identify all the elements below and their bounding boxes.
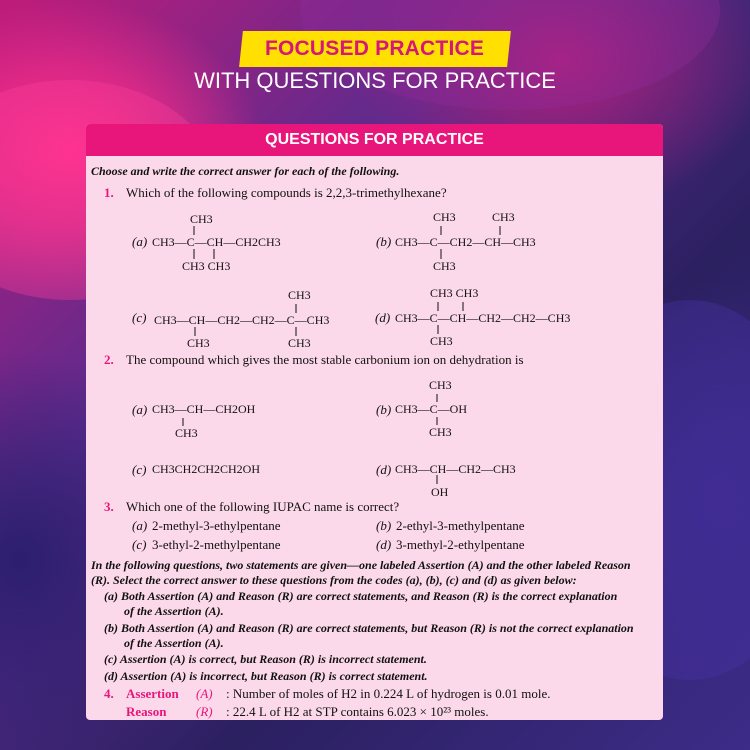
instruction: Choose and write the correct answer for each of the following. xyxy=(91,164,400,178)
banner-text: FOCUSED PRACTICE xyxy=(265,37,485,60)
panel-title: QUESTIONS FOR PRACTICE xyxy=(86,124,663,156)
option-label: (b) xyxy=(376,402,392,417)
option-label: (d) xyxy=(375,310,391,325)
option-label: (b) xyxy=(376,518,392,533)
option-label: (c) xyxy=(132,462,147,477)
ar-code: of the Assertion (A). xyxy=(124,636,224,650)
question-text: Which of the following compounds is 2,2,3-trimethylhexane? xyxy=(126,185,447,200)
focused-practice-banner xyxy=(239,31,511,67)
structure-top: CH3 xyxy=(492,210,515,224)
assertion-letter: (A) xyxy=(196,686,213,701)
structure-bottom: CH3 xyxy=(187,336,210,350)
option-text: 3-ethyl-2-methylpentane xyxy=(152,537,281,552)
subtitle: WITH QUESTIONS FOR PRACTICE xyxy=(194,68,556,93)
structure-top: CH3 xyxy=(429,378,452,392)
ar-code: (b) Both Assertion (A) and Reason (R) are correct statements, but Reason (R) is not the correct explanation xyxy=(104,621,634,635)
question-text: Which one of the following IUPAC name is correct? xyxy=(126,499,400,514)
question-number: 2. xyxy=(104,352,114,367)
structure-main: CH3—C—OH xyxy=(395,402,468,416)
question-number: 3. xyxy=(104,499,114,514)
reason-label: Reason xyxy=(126,704,167,719)
option-label: (c) xyxy=(132,537,147,552)
ar-code: (a) Both Assertion (A) and Reason (R) are correct statements, and Reason (R) is the correct explanation xyxy=(104,589,618,603)
questions-panel xyxy=(86,124,663,720)
question-text: The compound which gives the most stable carbonium ion on dehydration is xyxy=(126,352,524,367)
option-label: (a) xyxy=(132,234,148,249)
structure-bottom: CH3 xyxy=(429,425,452,439)
structure-bottom: CH3 xyxy=(288,336,311,350)
structure-main: CH3—C—CH2—CH—CH3 xyxy=(395,235,536,249)
structure-bottom: OH xyxy=(431,485,449,499)
structure-main: CH3—CH—CH2—CH3 xyxy=(395,462,516,476)
option-label: (d) xyxy=(376,462,392,477)
option-label: (c) xyxy=(132,310,147,325)
question-number: 1. xyxy=(104,185,114,200)
ar-code: (d) Assertion (A) is incorrect, but Reason (R) is correct statement. xyxy=(104,669,428,683)
structure-main: CH3CH2CH2CH2OH xyxy=(152,462,261,476)
ar-instruction: In the following questions, two statements are given—one labeled Assertion (A) and the other labeled Reason xyxy=(91,558,631,572)
option-label: (a) xyxy=(132,518,148,533)
structure-bottom: CH3 xyxy=(175,426,198,440)
option-text: 2-ethyl-3-methylpentane xyxy=(396,518,525,533)
option-text: 2-methyl-3-ethylpentane xyxy=(152,518,281,533)
structure-bottom: CH3 xyxy=(433,259,456,273)
structure-bottom: CH3 CH3 xyxy=(182,259,231,273)
option-label: (d) xyxy=(376,537,392,552)
structure-bottom: CH3 xyxy=(430,334,453,348)
structure-main: CH3—C—CH—CH2—CH2—CH3 xyxy=(395,311,571,325)
ar-code: (c) Assertion (A) is correct, but Reason (R) is incorrect statement. xyxy=(104,652,427,666)
structure-top: CH3 xyxy=(433,210,456,224)
option-label: (a) xyxy=(132,402,148,417)
reason-letter: (R) xyxy=(196,704,213,719)
question-number: 4. xyxy=(104,686,114,701)
ar-instruction: (R). Select the correct answer to these questions from the codes (a), (b), (c) and (d) as given below: xyxy=(91,573,577,587)
structure-main: CH3—CH—CH2—CH2—C—CH3 xyxy=(154,313,330,327)
structure-top: CH3 xyxy=(190,212,213,226)
structure-main: CH3—C—CH—CH2CH3 xyxy=(152,235,281,249)
structure-top: CH3 xyxy=(288,288,311,302)
ar-code: of the Assertion (A). xyxy=(124,604,224,618)
assertion-label: Assertion xyxy=(126,686,179,701)
option-text: 3-methyl-2-ethylpentane xyxy=(396,537,525,552)
structure-top: CH3 CH3 xyxy=(430,286,479,300)
structure-main: CH3—CH—CH2OH xyxy=(152,402,256,416)
reason-text: : 22.4 L of H2 at STP contains 6.023 × 10²³ moles. xyxy=(226,704,489,719)
option-label: (b) xyxy=(376,234,392,249)
assertion-text: : Number of moles of H2 in 0.224 L of hydrogen is 0.01 mole. xyxy=(226,686,551,701)
